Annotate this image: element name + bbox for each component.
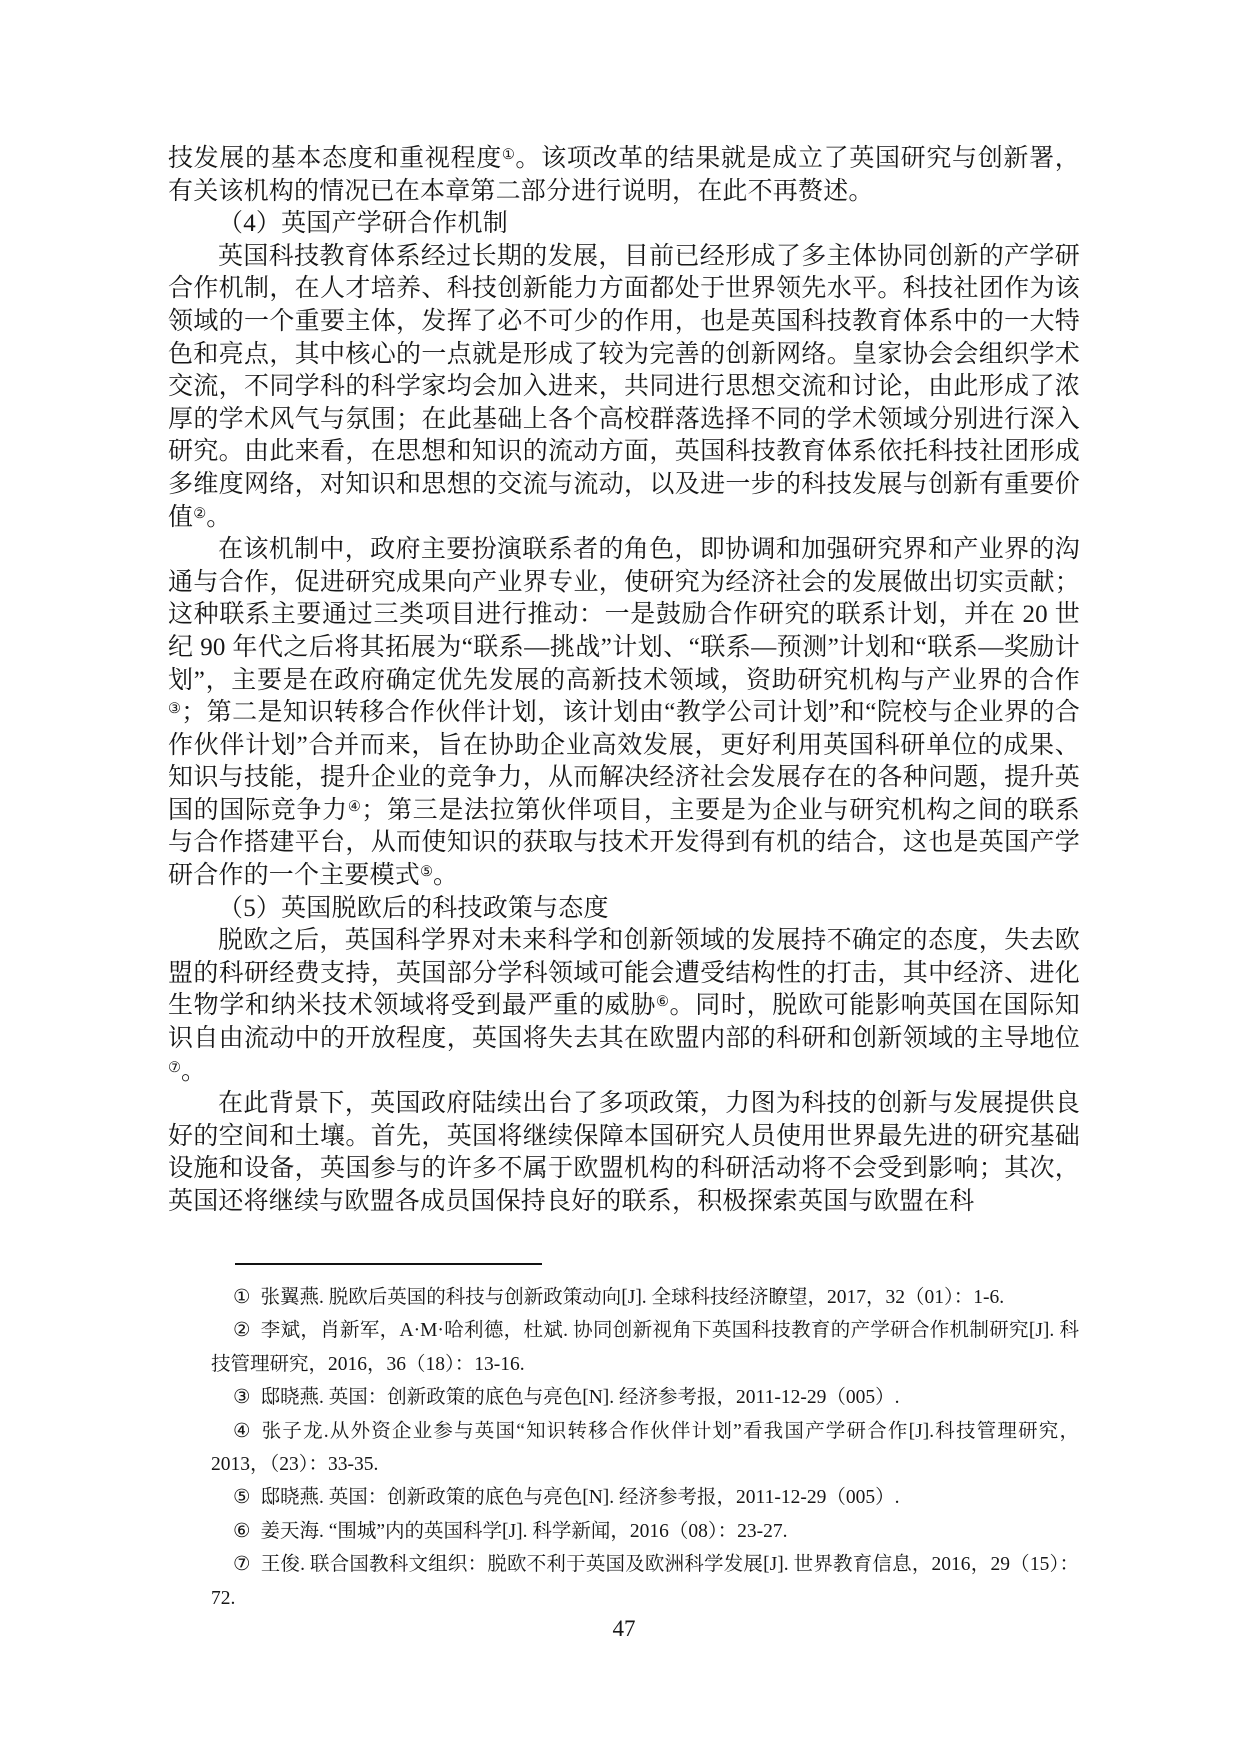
footnote-marker: ③ (233, 1387, 251, 1409)
footnote-marker: ④ (233, 1420, 252, 1442)
footnote-ref: ① (501, 147, 516, 163)
footnote-marker: ② (233, 1320, 251, 1342)
footnote (211, 1481, 1079, 1514)
paragraph: （4）英国产学研合作机制 (218, 210, 508, 238)
paragraph: 英国科技教育体系经过长期的发展，目前已经形成了多主体协同创新的产学研合作机制，在人才培养、科技创新能力方面都处于世界领先水平。科技社团作为该领域的一个重要主体，发挥了必不可少的作用，也是英国科技教育体系中的一大特色和亮点，其中核心的一点就是形成了较为完善的创新网络。皇家协会会组织学术交流，不同学科的科学家均会加入进来，共同进行思想交流和讨论，由此形成了浓厚的学术风气与氛围；在此基础上各个高校群落选择不同的学术领域分别进行深入研究。由此来看，在思想和知识的流动方面，英国科技教育体系依托科技社团形成多维度网络，对知识和思想的交流与流动，以及进一步的科技发展与创新有重要价值②。 (168, 242, 1080, 531)
footnotes-block (211, 1281, 1079, 1615)
footnote-text: 张翼燕. 脱欧后英国的科技与创新政策动向[J]. 全球科技经济瞭望，2017，32（01）：1-6. (260, 1287, 1005, 1308)
paragraph: 在该机制中，政府主要扮演联系者的角色，即协调和加强研究界和产业界的沟通与合作，促进研究成果向产业界专业，使研究为经济社会的发展做出切实贡献；这种联系主要通过三类项目进行推动：一是鼓励合作研究的联系计划，并在 20 世纪 90 年代之后将其拓展为“联系—挑战”计划、“联系—预测”计划和“联系—奖励计划”，主要是在政府确定优先发展的高新技术领域，资助研究机构与产业界的合作③；第二是知识转移合作伙伴计划，该计划由“教学公司计划”和“院校与企业界的合作伙伴计划”合并而来，旨在协助企业高效发展，更好利用英国科研单位的成果、知识与技能，提升企业的竞争力，从而解决经济社会发展存在的各种问题，提升英国的国际竞争力④；第三是法拉第伙伴项目，主要是为企业与研究机构之间的联系与合作搭建平台，从而使知识的获取与技术开发得到有机的结合，这也是英国产学研合作的一个主要模式⑤。 (168, 536, 1081, 890)
footnote (211, 1515, 1079, 1548)
footnote-ref: ⑥ (656, 994, 670, 1011)
paragraph: （5）英国脱欧后的科技政策与态度 (218, 894, 609, 922)
footnote-marker: ① (233, 1287, 251, 1308)
footnote (211, 1381, 1079, 1414)
body-text-block (168, 143, 1080, 1219)
paragraph: 技发展的基本态度和重视程度①。该项改革的结果就是成立了英国研究与创新署，有关该机构的情况已在本章第二部分进行说明，在此不再赘述。 (168, 145, 1080, 205)
footnote-separator (235, 1263, 542, 1265)
footnote-ref: ⑦ (168, 1059, 181, 1076)
footnote-text: 邸晓燕. 英国：创新政策的底色与亮色[N]. 经济参考报，2011-12-29（005）. (260, 1387, 900, 1409)
footnote-marker: ⑥ (233, 1520, 251, 1542)
footnote-marker: ⑤ (233, 1487, 251, 1509)
footnote-text: 姜天海. “围城”内的英国科学[J]. 科学新闻，2016（08）：23-27. (260, 1520, 788, 1542)
footnote (211, 1548, 1079, 1615)
footnote-ref: ② (193, 505, 207, 522)
paragraph: 在此背景下，英国政府陆续出台了多项政策，力图为科技的创新与发展提供良好的空间和土壤。首先，英国将继续保障本国研究人员使用世界最先进的研究基础设施和设备，英国参与的许多不属于欧盟机构的科研活动将不会受到影响；其次，英国还将继续与欧盟各成员国保持良好的联系，积极探索英国与欧盟在科 (168, 1090, 1080, 1215)
paragraph: 脱欧之后，英国科学界对未来科学和创新领域的发展持不确定的态度，失去欧盟的科研经费支持，英国部分学科领域可能会遭受结构性的打击，其中经济、进化生物学和纳米技术领域将受到最严重的威胁⑥。同时，脱欧可能影响英国在国际知识自由流动中的开放程度，英国将失去其在欧盟内部的科研和创新领域的主导地位⑦。 (168, 927, 1080, 1085)
footnote-text: 王俊. 联合国教科文组织：脱欧不利于英国及欧洲科学发展[J]. 世界教育信息，2016，29（15）：72. (211, 1554, 1080, 1609)
footnote (211, 1415, 1079, 1482)
footnote-text: 李斌，肖新军，A·M·哈利德，杜斌. 协同创新视角下英国科技教育的产学研合作机制研究[J]. 科技管理研究，2016，36（18）：13-16. (211, 1320, 1079, 1375)
footnote (211, 1281, 1079, 1314)
footnote-ref: ③ (168, 701, 182, 718)
footnote-ref: ⑤ (420, 864, 434, 881)
footnote-text: 邸晓燕. 英国：创新政策的底色与亮色[N]. 经济参考报，2011-12-29（005）. (260, 1487, 900, 1509)
footnote-ref: ④ (347, 798, 362, 815)
footnote (211, 1314, 1079, 1381)
page-number: 47 (612, 1616, 636, 1641)
footnote-marker: ⑦ (233, 1554, 251, 1576)
footnote-text: 张子龙.从外资企业参与英国“知识转移合作伙伴计划”看我国产学研合作[J].科技管理研究，2013，（23）：33-35. (211, 1420, 1079, 1476)
